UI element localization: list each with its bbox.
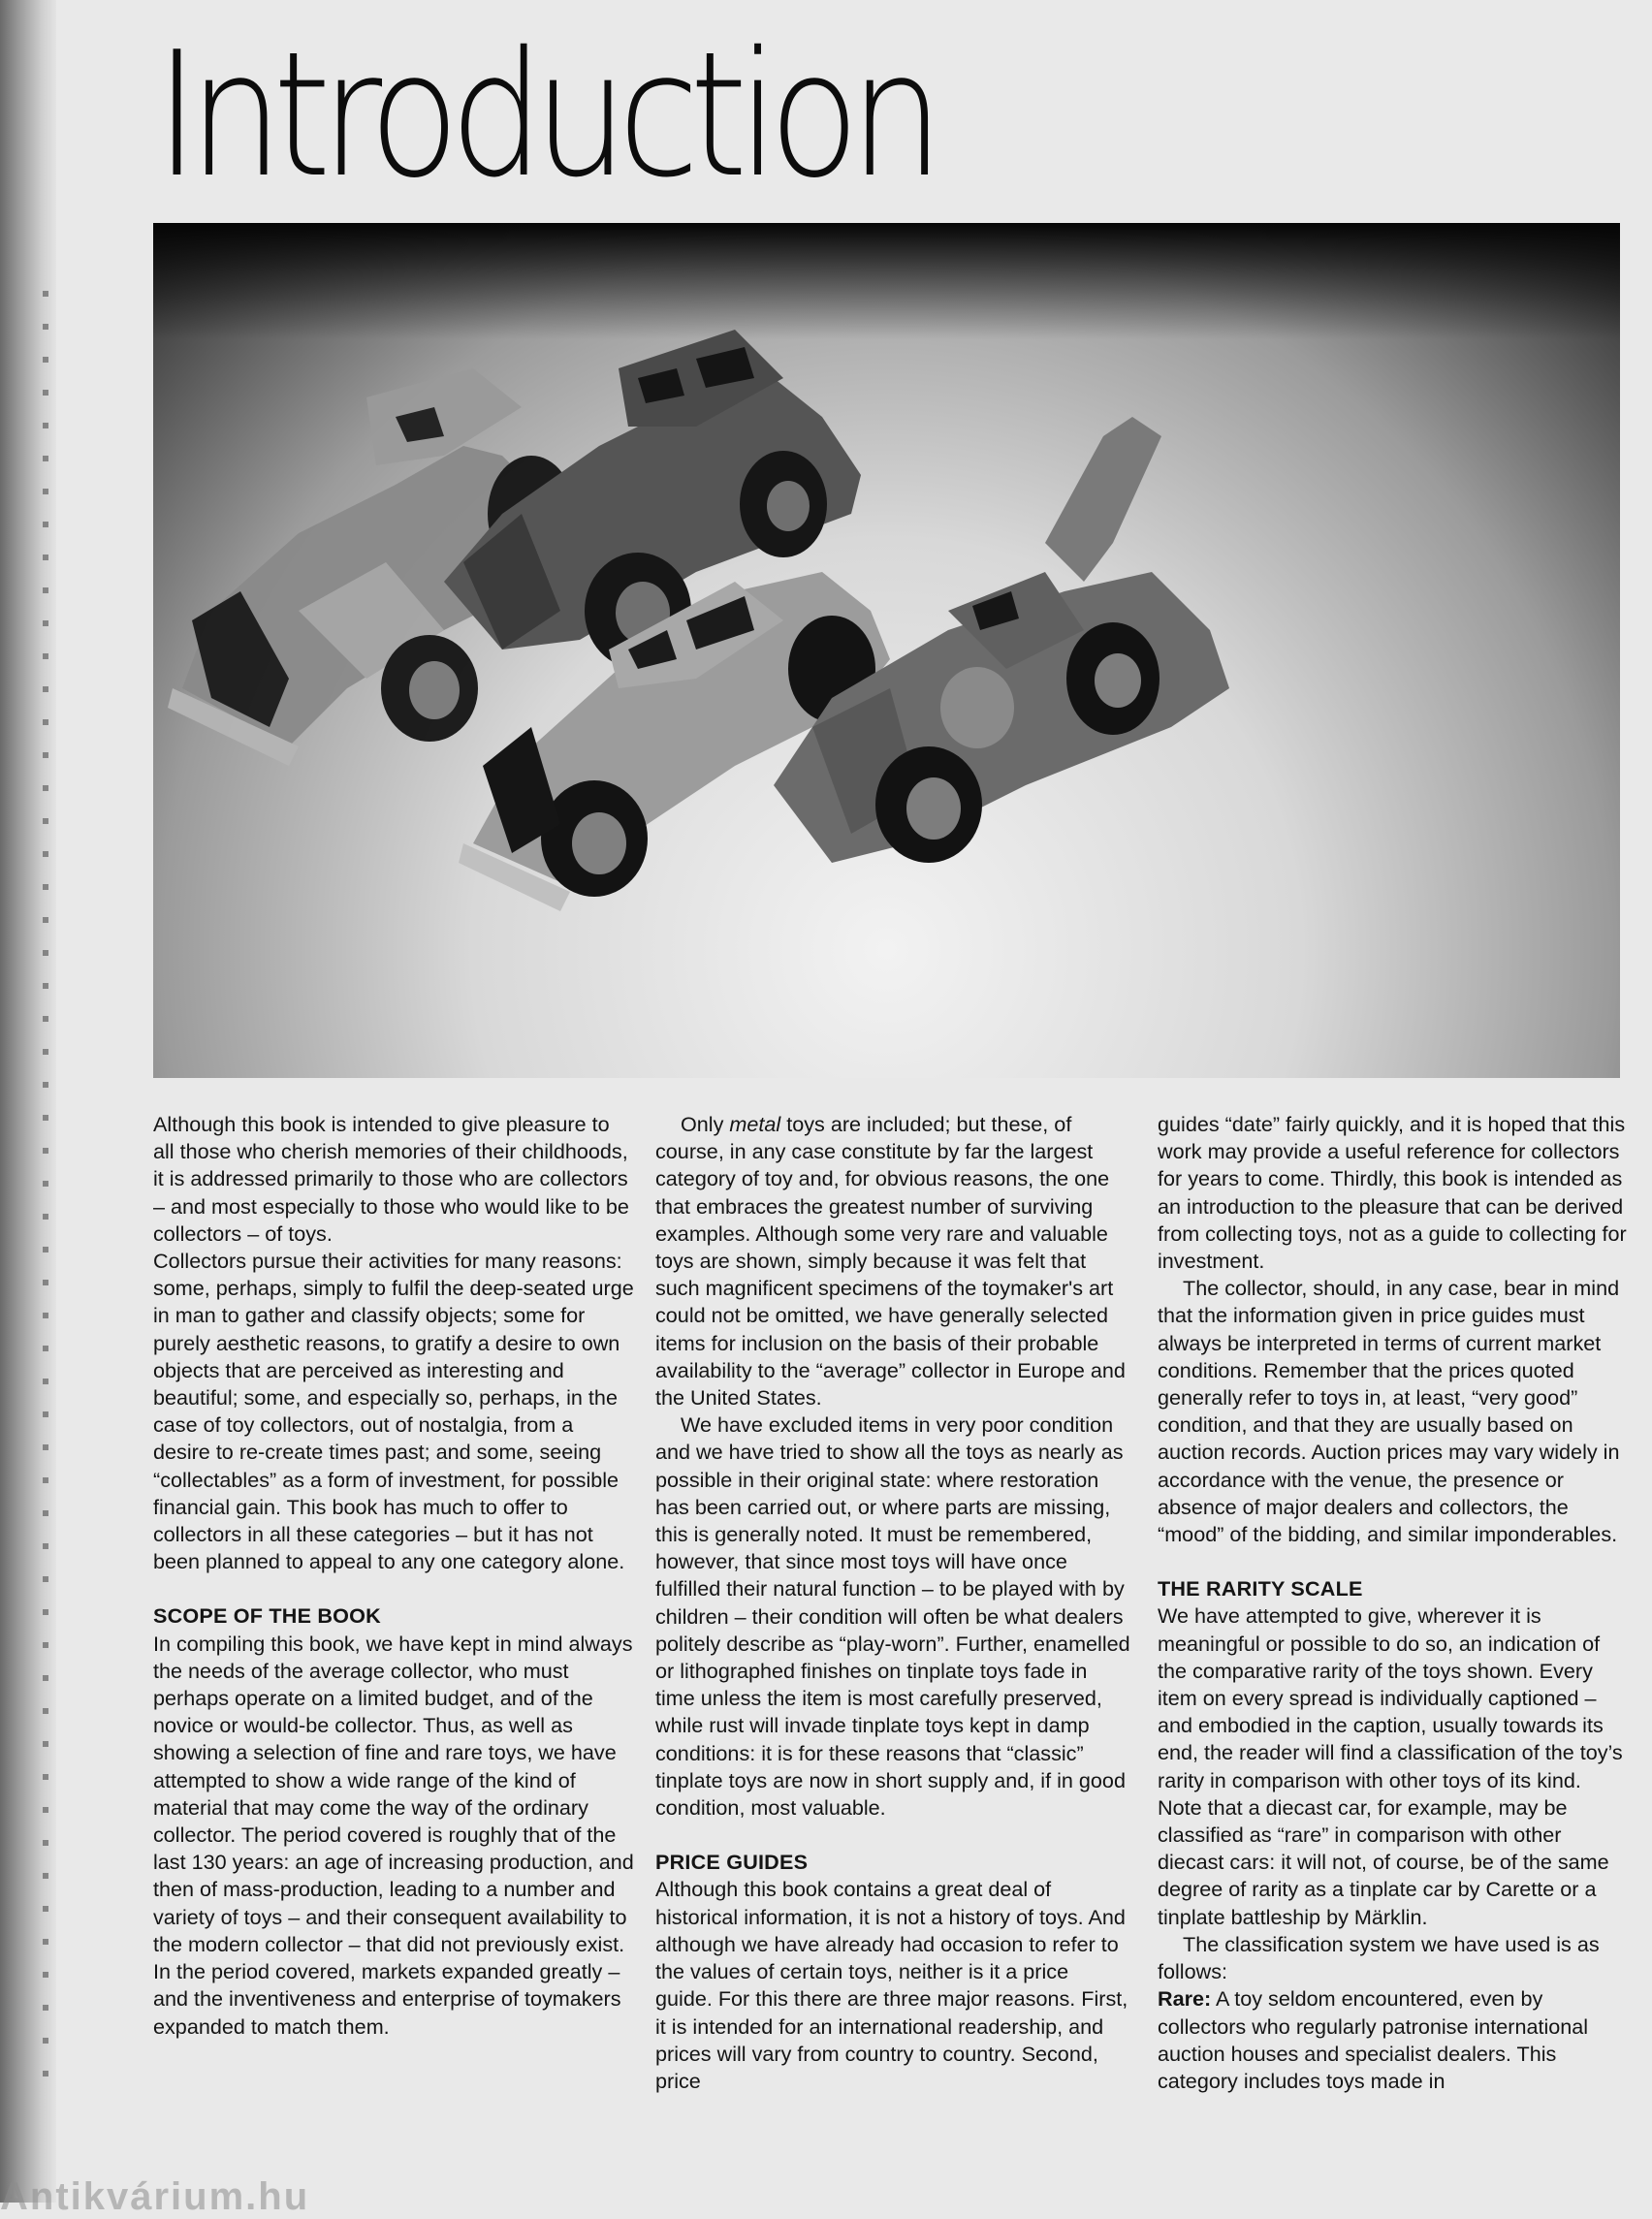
section-heading-rarity-scale: THE RARITY SCALE xyxy=(1158,1576,1363,1601)
scope-paragraph: In compiling this book, we have kept in mind always the needs of the average collector, who must perhaps operate on a limited budget, and of the novice or would-be collector. Thus, as well as showing a selection of fine and rare toys, we have attempted to show a wide range of the kind of material that may come the way of the ordinary collector. The period covered is roughly that of the last 130 years: an age of increasing production, and then of mass-production, leading to a number and variety of toys – and their consequent availability to the modern collector – that did not previously exist. In the period covered, markets expanded greatly – and the inventiveness and enterprise of toymakers expanded to match them. xyxy=(153,1631,634,2039)
toy-cars-photo xyxy=(153,223,1620,1078)
text-column-1 xyxy=(153,1111,636,2041)
section-heading-scope: SCOPE OF THE BOOK xyxy=(153,1603,381,1629)
metal-toys-paragraph: Only metal toys are included; but these, of course, in any case constitute by far the largest category of toy and, for obvious reasons, the one that embraces the greatest number of surviving examples. Although some very rare and valuable toys are shown, simply because it was felt that such magnificent specimens of the toymaker's art could not be omitted, we have generally selected items for inclusion on the basis of their probable availability to the “average” collector in Europe and the United States. xyxy=(655,1112,1126,1411)
collector-paragraph: The collector, should, in any case, bear in mind that the information given in price guides must always be interpreted in terms of current market conditions. Remember that the prices quoted generally refer to toys in, at least, “very good” condition, and that they are usually based on auction records. Auction prices may vary widely in accordance with the venue, the presence or absence of major dealers and collectors, the “mood” of the bidding, and similar imponderables. xyxy=(1158,1276,1620,1547)
page-edge-ticks xyxy=(43,291,48,2084)
section-heading-price-guides: PRICE GUIDES xyxy=(655,1850,809,1875)
watermark: Antikvárium.hu xyxy=(0,2175,310,2218)
rarity-paragraph: We have attempted to give, wherever it is meaningful or possible to do so, an indication of the comparative rarity of the toys shown. Every item on every spread is individually captioned – and embodied in the caption, usually towards its end, the reader will find a classification of the toy’s rarity in comparison with other toys of its kind. Note that a diecast car, for example, may be classified as “rare” in comparison with other diecast cars: it will not, of course, be of the same degree of rarity as a tinplate car by Carette or a tinplate battleship by Märklin. xyxy=(1158,1603,1623,1929)
condition-paragraph: We have excluded items in very poor condition and we have tried to show all the toys as nearly as possible in their original state: where restoration has been carried out, or where parts are missing, this is generally noted. It must be remembered, however, that since most toys will have once fulfilled their natural function – to be played with by children – their condition will often be what dealers politely describe as “play-worn”. Further, enamelled or lithographed finishes on tinplate toys fade in time unless the item is most carefully preserved, while rust will invade tinplate toys kept in damp conditions: it is for these reasons that “classic” tinplate toys are now in short supply and, if in good condition, most valuable. xyxy=(655,1412,1130,1821)
emphasis-metal: metal xyxy=(729,1112,781,1136)
text-column-3 xyxy=(1158,1111,1629,2095)
rare-definition: Rare: A toy seldom encountered, even by collectors who regularly patronise international auction houses and specialist dealers. This category includes toys made in xyxy=(1158,1986,1589,2093)
rare-label: Rare: xyxy=(1158,1986,1212,2012)
vintage-metal-toy-cars-icon xyxy=(153,223,1620,1078)
page-title: Introduction xyxy=(155,15,935,215)
intro-paragraph-1: Although this book is intended to give pleasure to all those who cherish memories of their childhoods, it is addressed primarily to those who are collectors – and most especially to those who would like to be collectors – of toys. xyxy=(153,1112,629,1246)
text-column-2 xyxy=(655,1111,1130,2095)
price-guides-paragraph: Although this book contains a great deal of historical information, it is not a history of toys. And although we have already had occasion to refer to the values of certain toys, neither is it a price guide. For this there are three major reasons. First, it is intended for an international readership, and prices will vary from country to country. Second, price xyxy=(655,1877,1128,2093)
price-guides-continued: guides “date” fairly quickly, and it is hoped that this work may provide a useful reference for collectors for years to come. Thirdly, this book is intended as an introduction to the pleasure that can be derived from collecting toys, not as a guide to collecting for investment. xyxy=(1158,1112,1627,1274)
intro-paragraph-2: Collectors pursue their activities for many reasons: some, perhaps, simply to fulfil the deep-seated urge in man to gather and classify objects; some for purely aesthetic reasons, to gratify a desire to own objects that are perceived as interesting and beautiful; some, and especially so, perhaps, in the case of toy collectors, out of nostalgia, from a desire to re-create times past; and some, seeing “collectables” as a form of investment, for possible financial gain. This book has much to offer to collectors in all these categories – but it has not been planned to appeal to any one category alone. xyxy=(153,1249,634,1574)
classification-intro: The classification system we have used is as follows: xyxy=(1158,1931,1600,1984)
